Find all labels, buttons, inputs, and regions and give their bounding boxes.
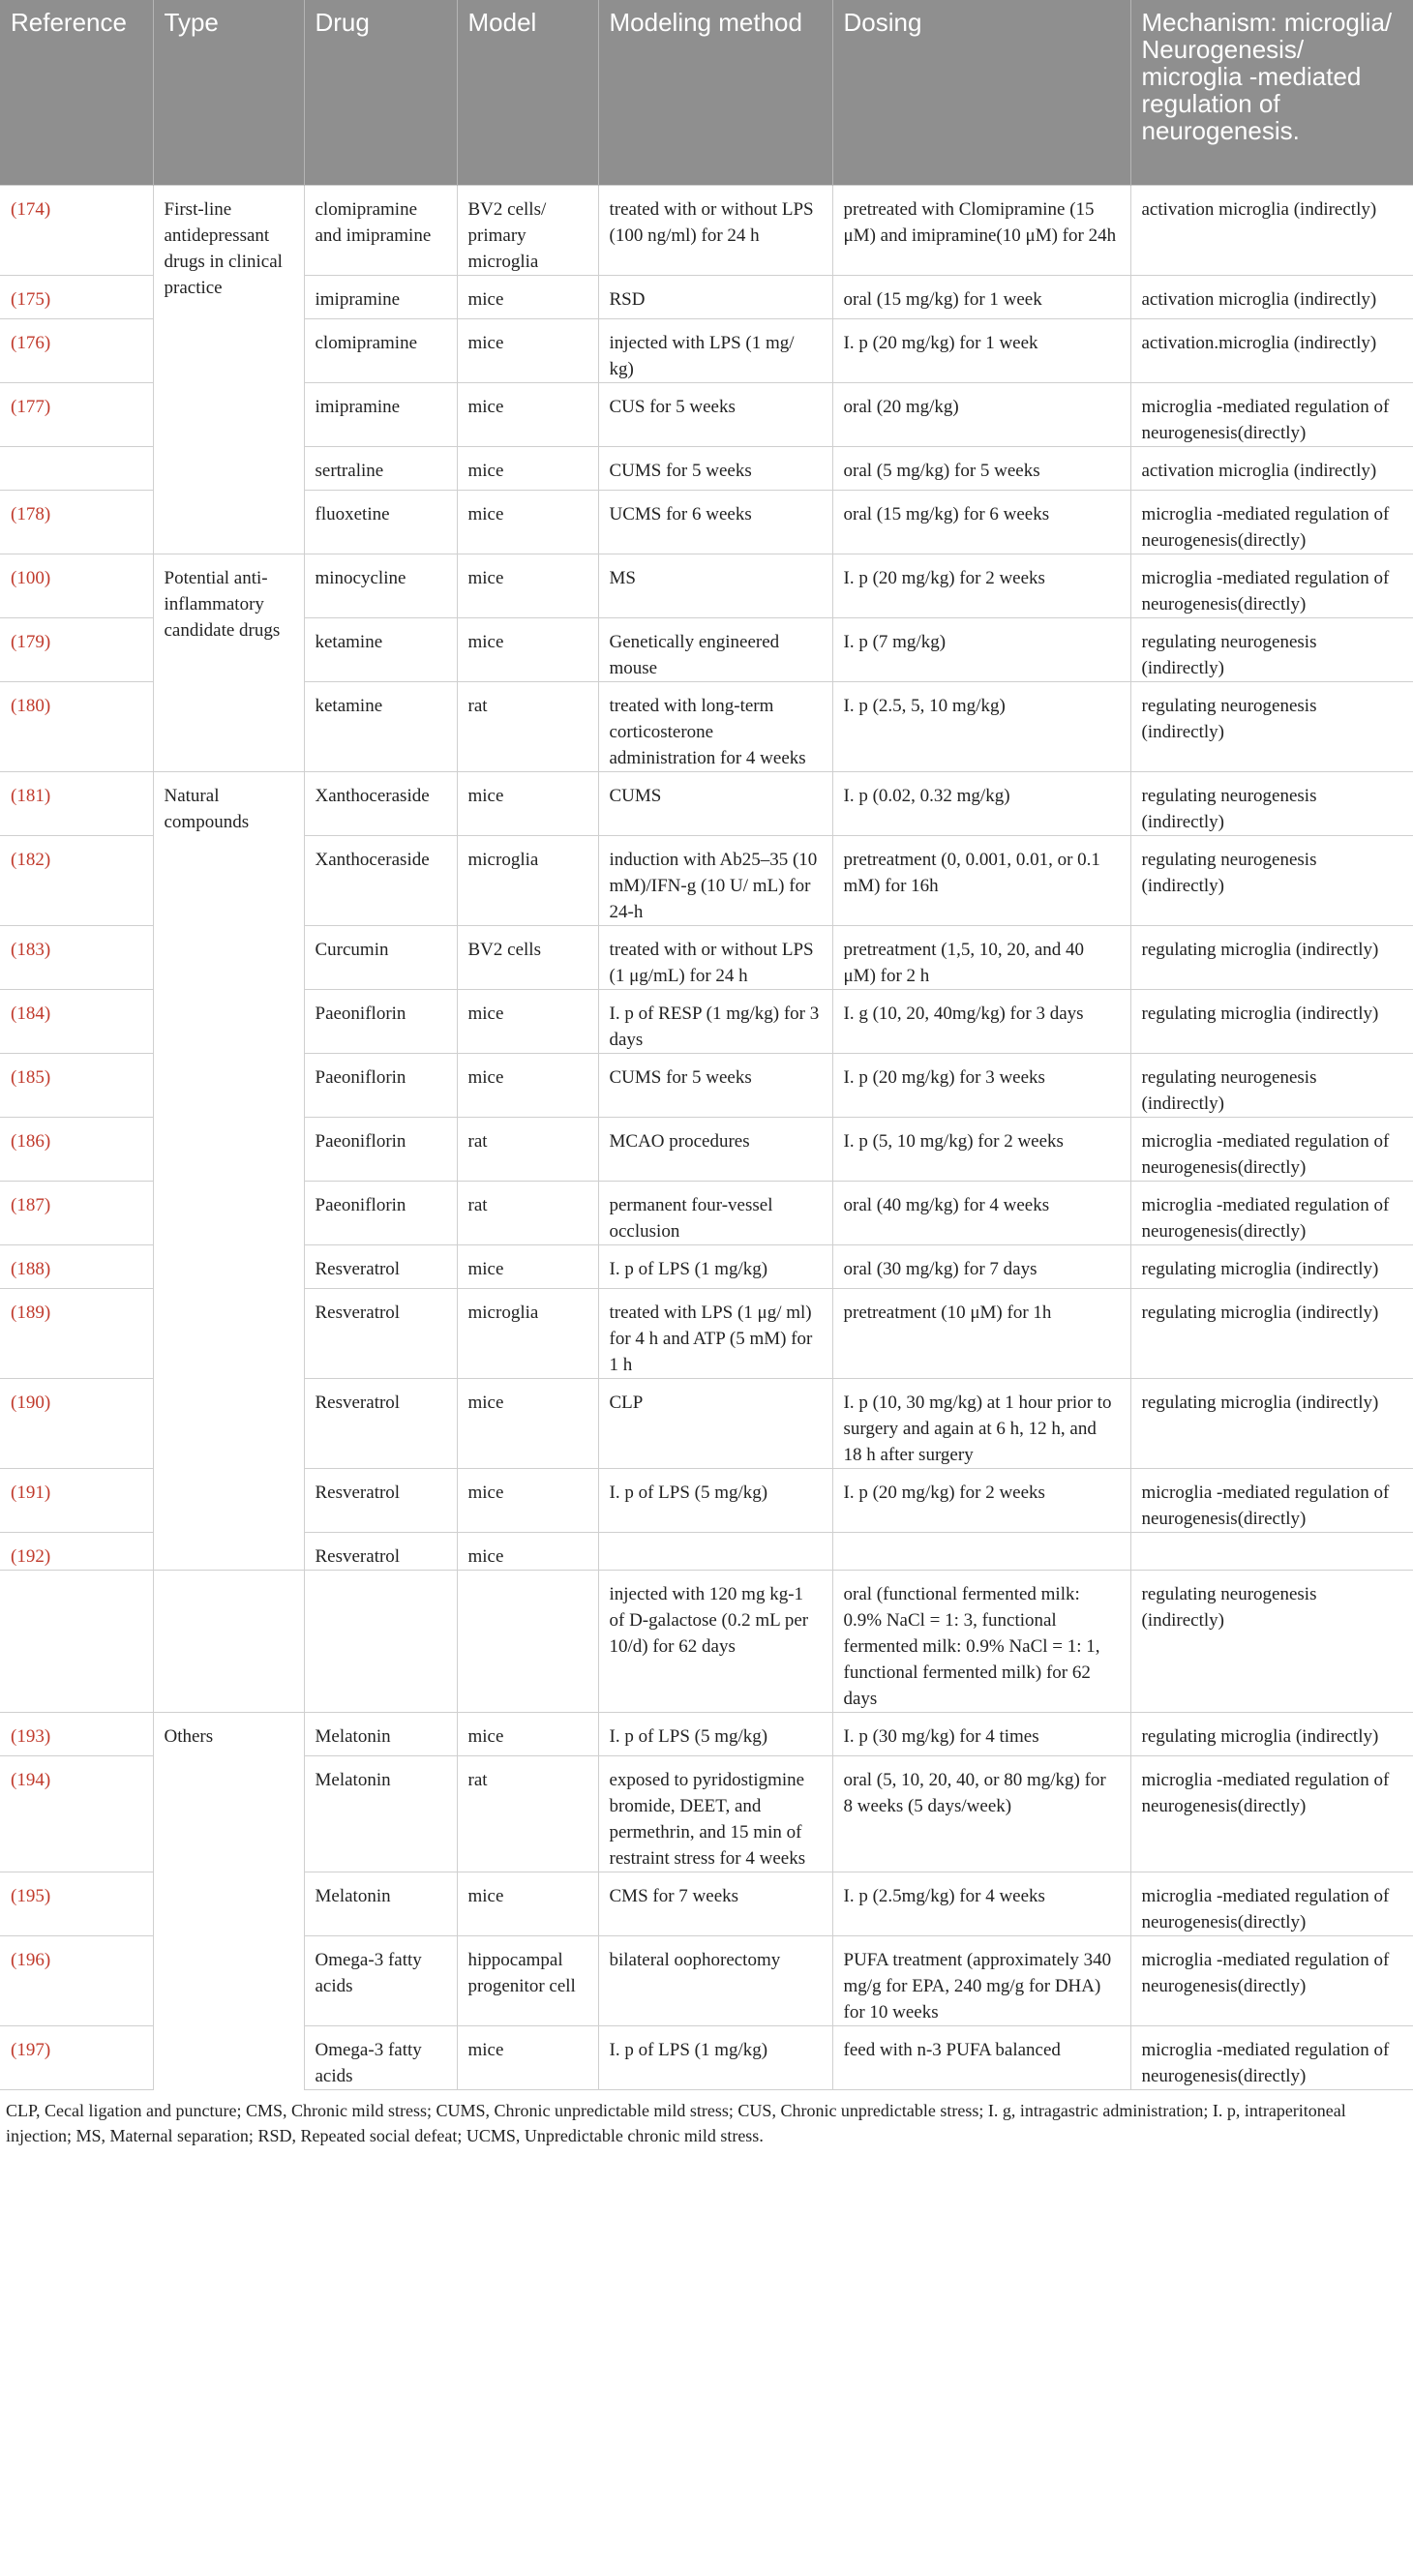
drug-cell: Paeoniflorin [304, 1181, 457, 1244]
model-cell: mice [457, 617, 598, 681]
mechanism-cell: microglia -mediated regulation of neurogenesis(directly) [1130, 382, 1413, 446]
mechanism-cell: microglia -mediated regulation of neurogenesis(directly) [1130, 1872, 1413, 1935]
model-cell: mice [457, 446, 598, 490]
dosing-cell: oral (15 mg/kg) for 6 weeks [832, 490, 1130, 554]
drug-cell: Xanthoceraside [304, 771, 457, 835]
drug-cell: imipramine [304, 382, 457, 446]
drug-cell: Melatonin [304, 1872, 457, 1935]
method-cell: I. p of LPS (5 mg/kg) [598, 1468, 832, 1532]
drug-cell: fluoxetine [304, 490, 457, 554]
model-cell: mice [457, 275, 598, 318]
method-cell: injected with 120 mg kg-1 of D-galactose (0.2 mL per 10/d) for 62 days [598, 1570, 832, 1712]
table-row [0, 185, 1413, 275]
header-dosing: Dosing [832, 0, 1130, 185]
model-cell: rat [457, 1755, 598, 1872]
reference-cell[interactable]: (185) [0, 1053, 153, 1117]
dosing-cell: oral (5 mg/kg) for 5 weeks [832, 446, 1130, 490]
drug-cell: Melatonin [304, 1712, 457, 1755]
header-reference: Reference [0, 0, 153, 185]
method-cell: exposed to pyridostigmine bromide, DEET, and permethrin, and 15 min of restraint stress for 4 weeks [598, 1755, 832, 1872]
dosing-cell: I. p (30 mg/kg) for 4 times [832, 1712, 1130, 1755]
model-cell: mice [457, 2025, 598, 2089]
method-cell: Genetically engineered mouse [598, 617, 832, 681]
mechanism-cell [1130, 1532, 1413, 1570]
mechanism-cell: microglia -mediated regulation of neurogenesis(directly) [1130, 1468, 1413, 1532]
type-cell: Others [153, 1712, 304, 2089]
drug-cell: Paeoniflorin [304, 989, 457, 1053]
dosing-cell: I. g (10, 20, 40mg/kg) for 3 days [832, 989, 1130, 1053]
drug-cell: Curcumin [304, 925, 457, 989]
model-cell [457, 1570, 598, 1712]
method-cell: CUMS [598, 771, 832, 835]
method-cell: I. p of RESP (1 mg/kg) for 3 days [598, 989, 832, 1053]
mechanism-cell: regulating microglia (indirectly) [1130, 1288, 1413, 1378]
reference-cell[interactable]: (188) [0, 1244, 153, 1288]
reference-cell[interactable]: (184) [0, 989, 153, 1053]
reference-cell[interactable]: (179) [0, 617, 153, 681]
model-cell: rat [457, 681, 598, 771]
method-cell: CUMS for 5 weeks [598, 1053, 832, 1117]
method-cell: UCMS for 6 weeks [598, 490, 832, 554]
reference-cell[interactable]: (194) [0, 1755, 153, 1872]
dosing-cell: I. p (7 mg/kg) [832, 617, 1130, 681]
reference-cell[interactable]: (191) [0, 1468, 153, 1532]
mechanism-cell: microglia -mediated regulation of neurogenesis(directly) [1130, 1181, 1413, 1244]
drug-cell: Resveratrol [304, 1532, 457, 1570]
dosing-cell: PUFA treatment (approximately 340 mg/g for EPA, 240 mg/g for DHA) for 10 weeks [832, 1935, 1130, 2025]
model-cell: mice [457, 771, 598, 835]
reference-cell[interactable]: (176) [0, 318, 153, 382]
mechanism-cell: regulating neurogenesis (indirectly) [1130, 771, 1413, 835]
mechanism-cell: regulating neurogenesis (indirectly) [1130, 617, 1413, 681]
mechanism-cell: microglia -mediated regulation of neurogenesis(directly) [1130, 554, 1413, 617]
reference-cell[interactable]: (189) [0, 1288, 153, 1378]
mechanism-cell: regulating microglia (indirectly) [1130, 989, 1413, 1053]
drug-cell: Resveratrol [304, 1378, 457, 1468]
drug-cell: Omega-3 fatty acids [304, 1935, 457, 2025]
method-cell: CMS for 7 weeks [598, 1872, 832, 1935]
method-cell: I. p of LPS (5 mg/kg) [598, 1712, 832, 1755]
model-cell: mice [457, 989, 598, 1053]
reference-cell[interactable]: (192) [0, 1532, 153, 1570]
mechanism-cell: regulating microglia (indirectly) [1130, 1712, 1413, 1755]
reference-cell [0, 446, 153, 490]
mechanism-cell: regulating microglia (indirectly) [1130, 1378, 1413, 1468]
model-cell: BV2 cells/ primary microglia [457, 185, 598, 275]
method-cell: treated with LPS (1 μg/ ml) for 4 h and ATP (5 mM) for 1 h [598, 1288, 832, 1378]
method-cell: CUMS for 5 weeks [598, 446, 832, 490]
mechanism-cell: activation.microglia (indirectly) [1130, 318, 1413, 382]
drug-cell: imipramine [304, 275, 457, 318]
drug-cell: Paeoniflorin [304, 1117, 457, 1181]
method-cell: MS [598, 554, 832, 617]
reference-cell[interactable]: (174) [0, 185, 153, 275]
table-row [0, 1712, 1413, 1755]
mechanism-cell: regulating microglia (indirectly) [1130, 925, 1413, 989]
mechanism-cell: microglia -mediated regulation of neurogenesis(directly) [1130, 1935, 1413, 2025]
method-cell: treated with or without LPS (100 ng/ml) for 24 h [598, 185, 832, 275]
dosing-cell: I. p (20 mg/kg) for 1 week [832, 318, 1130, 382]
model-cell: mice [457, 1712, 598, 1755]
method-cell: injected with LPS (1 mg/ kg) [598, 318, 832, 382]
method-cell [598, 1532, 832, 1570]
dosing-cell: pretreated with Clomipramine (15 μM) and imipramine(10 μM) for 24h [832, 185, 1130, 275]
model-cell: mice [457, 1872, 598, 1935]
table-footnote: CLP, Cecal ligation and puncture; CMS, Chronic mild stress; CUMS, Chronic unpredictable mild stress; CUS, Chronic unpredictable stress; I. g, intragastric administration; I. p, intraperitoneal injection; MS, Maternal separation; RSD, Repeated social defeat; UCMS, Unpredictable chronic mild stress. [6, 2100, 1346, 2145]
model-cell: mice [457, 1053, 598, 1117]
model-cell: mice [457, 1378, 598, 1468]
dosing-cell: I. p (5, 10 mg/kg) for 2 weeks [832, 1117, 1130, 1181]
method-cell: RSD [598, 275, 832, 318]
reference-cell[interactable]: (195) [0, 1872, 153, 1935]
drug-cell: Resveratrol [304, 1288, 457, 1378]
reference-cell[interactable]: (196) [0, 1935, 153, 2025]
dosing-cell: oral (30 mg/kg) for 7 days [832, 1244, 1130, 1288]
reference-cell [0, 1570, 153, 1712]
header-type: Type [153, 0, 304, 185]
reference-cell[interactable]: (193) [0, 1712, 153, 1755]
model-cell: rat [457, 1181, 598, 1244]
method-cell: permanent four-vessel occlusion [598, 1181, 832, 1244]
reference-cell[interactable]: (177) [0, 382, 153, 446]
reference-cell[interactable]: (190) [0, 1378, 153, 1468]
header-row [0, 0, 1413, 185]
drug-cell: Resveratrol [304, 1468, 457, 1532]
mechanism-cell: microglia -mediated regulation of neurogenesis(directly) [1130, 1117, 1413, 1181]
mechanism-cell: microglia -mediated regulation of neurogenesis(directly) [1130, 1755, 1413, 1872]
model-cell: microglia [457, 835, 598, 925]
method-cell: bilateral oophorectomy [598, 1935, 832, 2025]
dosing-cell: I. p (0.02, 0.32 mg/kg) [832, 771, 1130, 835]
model-cell: microglia [457, 1288, 598, 1378]
table-row [0, 771, 1413, 835]
mechanism-cell: activation microglia (indirectly) [1130, 185, 1413, 275]
dosing-cell: I. p (10, 30 mg/kg) at 1 hour prior to surgery and again at 6 h, 12 h, and 18 h after surgery [832, 1378, 1130, 1468]
model-cell: mice [457, 1468, 598, 1532]
drug-cell: Omega-3 fatty acids [304, 2025, 457, 2089]
model-cell: mice [457, 318, 598, 382]
method-cell: CLP [598, 1378, 832, 1468]
method-cell: I. p of LPS (1 mg/kg) [598, 1244, 832, 1288]
dosing-cell: oral (40 mg/kg) for 4 weeks [832, 1181, 1130, 1244]
method-cell: treated with long-term corticosterone administration for 4 weeks [598, 681, 832, 771]
drug-cell: Paeoniflorin [304, 1053, 457, 1117]
header-mechanism: Mechanism: microglia/ Neurogenesis/ microglia -mediated regulation of neurogenesis. [1130, 0, 1413, 185]
method-cell: I. p of LPS (1 mg/kg) [598, 2025, 832, 2089]
dosing-cell: I. p (20 mg/kg) for 3 weeks [832, 1053, 1130, 1117]
dosing-cell: oral (functional fermented milk: 0.9% NaCl = 1: 3, functional fermented milk: 0.9% NaCl = 1: 1, functional fermented milk) for 62 days [832, 1570, 1130, 1712]
reference-cell[interactable]: (186) [0, 1117, 153, 1181]
dosing-cell: oral (20 mg/kg) [832, 382, 1130, 446]
header-modeling-method: Modeling method [598, 0, 832, 185]
type-cell: Potential anti-inflammatory candidate drugs [153, 554, 304, 771]
table-row [0, 1570, 1413, 1712]
model-cell: BV2 cells [457, 925, 598, 989]
drug-cell: ketamine [304, 617, 457, 681]
drug-cell: Xanthoceraside [304, 835, 457, 925]
mechanism-cell: microglia -mediated regulation of neurogenesis(directly) [1130, 2025, 1413, 2089]
type-cell: Natural compounds [153, 771, 304, 1570]
table-header [0, 0, 1413, 185]
model-cell: mice [457, 382, 598, 446]
mechanism-cell: activation microglia (indirectly) [1130, 446, 1413, 490]
mechanism-cell: regulating neurogenesis (indirectly) [1130, 681, 1413, 771]
header-drug: Drug [304, 0, 457, 185]
reference-cell[interactable]: (182) [0, 835, 153, 925]
reference-cell[interactable]: (181) [0, 771, 153, 835]
model-cell: hippocampal progenitor cell [457, 1935, 598, 2025]
reference-cell[interactable]: (180) [0, 681, 153, 771]
drug-cell: Resveratrol [304, 1244, 457, 1288]
method-cell: CUS for 5 weeks [598, 382, 832, 446]
drug-cell: sertraline [304, 446, 457, 490]
drug-cell: Melatonin [304, 1755, 457, 1872]
reference-cell[interactable]: (178) [0, 490, 153, 554]
drug-cell: ketamine [304, 681, 457, 771]
model-cell: rat [457, 1117, 598, 1181]
table-row [0, 554, 1413, 617]
mechanism-cell: activation microglia (indirectly) [1130, 275, 1413, 318]
reference-cell[interactable]: (175) [0, 275, 153, 318]
dosing-cell: oral (5, 10, 20, 40, or 80 mg/kg) for 8 weeks (5 days/week) [832, 1755, 1130, 1872]
dosing-cell [832, 1532, 1130, 1570]
reference-cell[interactable]: (183) [0, 925, 153, 989]
method-cell: induction with Ab25–35 (10 mM)/IFN-g (10 U/ mL) for 24-h [598, 835, 832, 925]
model-cell: mice [457, 490, 598, 554]
type-cell: First-line antidepressant drugs in clinical practice [153, 185, 304, 554]
dosing-cell: feed with n-3 PUFA balanced [832, 2025, 1130, 2089]
model-cell: mice [457, 1244, 598, 1288]
mechanism-cell: regulating microglia (indirectly) [1130, 1244, 1413, 1288]
dosing-cell: pretreatment (10 μM) for 1h [832, 1288, 1130, 1378]
type-cell-empty [153, 1570, 304, 1712]
dosing-cell: oral (15 mg/kg) for 1 week [832, 275, 1130, 318]
reference-cell[interactable]: (187) [0, 1181, 153, 1244]
dosing-cell: I. p (20 mg/kg) for 2 weeks [832, 1468, 1130, 1532]
reference-cell[interactable]: (197) [0, 2025, 153, 2089]
mechanism-cell: regulating neurogenesis (indirectly) [1130, 1570, 1413, 1712]
drug-cell: minocycline [304, 554, 457, 617]
mechanism-cell: microglia -mediated regulation of neurogenesis(directly) [1130, 490, 1413, 554]
dosing-cell: I. p (2.5, 5, 10 mg/kg) [832, 681, 1130, 771]
dosing-cell: pretreatment (0, 0.001, 0.01, or 0.1 mM) for 16h [832, 835, 1130, 925]
drug-cell [304, 1570, 457, 1712]
model-cell: mice [457, 1532, 598, 1570]
model-cell: mice [457, 554, 598, 617]
header-model: Model [457, 0, 598, 185]
method-cell: MCAO procedures [598, 1117, 832, 1181]
dosing-cell: I. p (20 mg/kg) for 2 weeks [832, 554, 1130, 617]
drug-cell: clomipramine [304, 318, 457, 382]
table-body [0, 185, 1413, 2089]
dosing-cell: I. p (2.5mg/kg) for 4 weeks [832, 1872, 1130, 1935]
reference-cell[interactable]: (100) [0, 554, 153, 617]
dosing-cell: pretreatment (1,5, 10, 20, and 40 μM) for 2 h [832, 925, 1130, 989]
method-cell: treated with or without LPS (1 μg/mL) for 24 h [598, 925, 832, 989]
drug-cell: clomipramine and imipramine [304, 185, 457, 275]
mechanism-cell: regulating neurogenesis (indirectly) [1130, 1053, 1413, 1117]
mechanism-cell: regulating neurogenesis (indirectly) [1130, 835, 1413, 925]
